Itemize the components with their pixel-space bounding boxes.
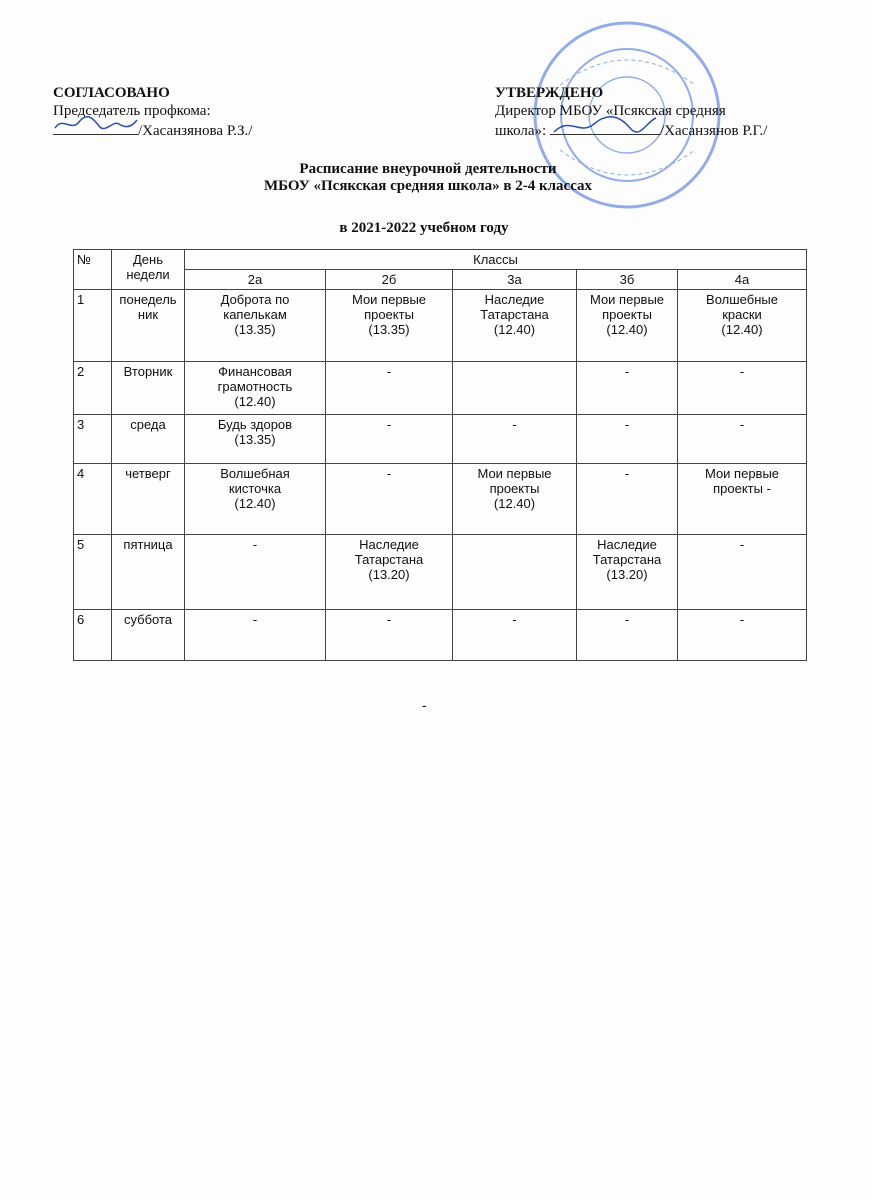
approved-role: Директор МБОУ «Псякская средняя <box>495 103 726 119</box>
agreed-block <box>53 84 353 140</box>
schedule-cell <box>453 535 577 610</box>
cell-line: Волшебная <box>220 466 290 481</box>
schedule-cell <box>678 415 807 464</box>
row-day: пятница <box>112 535 185 610</box>
row-day: Вторник <box>112 362 185 415</box>
approved-name: /Хасанзянов Р.Г./ <box>659 123 768 139</box>
cell-line: (12.40) <box>493 496 536 511</box>
cell-line: - <box>386 466 392 481</box>
cell-line: проекты <box>364 307 414 322</box>
schedule-cell <box>185 415 326 464</box>
schedule-cell <box>678 290 807 362</box>
row-number: 5 <box>74 535 112 610</box>
schedule-cell <box>453 362 577 415</box>
cell-line: - <box>386 364 392 379</box>
schedule-cell <box>453 610 577 661</box>
handwritten-signature-icon <box>550 114 660 138</box>
cell-line: (12.40) <box>234 394 276 409</box>
schedule-cell <box>185 535 326 610</box>
cell-line: капелькам <box>223 307 287 322</box>
cell-line: Волшебные <box>706 292 778 307</box>
schedule-cell <box>678 610 807 661</box>
trailing-mark: - <box>422 697 427 713</box>
cell-line: - <box>739 364 745 379</box>
table-row <box>74 362 807 415</box>
cell-line: краски <box>722 307 762 322</box>
schedule-cell <box>453 464 577 535</box>
cell-line: (13.20) <box>368 567 410 582</box>
document-year: в 2021-2022 учебном году <box>339 220 509 236</box>
schedule-table <box>73 249 807 661</box>
schedule-cell <box>326 535 453 610</box>
header-day: День недели <box>112 250 185 290</box>
row-number: 6 <box>74 610 112 661</box>
cell-line: (13.20) <box>606 567 648 582</box>
schedule-cell <box>678 362 807 415</box>
schedule-cell <box>326 290 453 362</box>
agreed-signature-line <box>53 120 353 140</box>
cell-line: (13.35) <box>368 322 410 337</box>
cell-line: грамотность <box>217 379 293 394</box>
row-number: 1 <box>74 290 112 362</box>
row-number: 2 <box>74 362 112 415</box>
cell-line: - <box>252 612 258 627</box>
cell-line: Мои первые <box>477 466 552 481</box>
table-header-row <box>74 250 807 270</box>
table-row <box>74 415 807 464</box>
header-class: 2а <box>185 270 326 290</box>
schedule-cell <box>453 415 577 464</box>
approved-signature-line <box>495 120 825 140</box>
signature-line <box>550 120 660 135</box>
cell-line: Доброта по <box>220 292 290 307</box>
schedule-cell <box>577 362 678 415</box>
cell-line: - <box>624 417 630 432</box>
schedule-cell <box>185 290 326 362</box>
row-number: 4 <box>74 464 112 535</box>
cell-line: - <box>252 537 258 552</box>
cell-line: (13.35) <box>234 322 276 337</box>
cell-line: - <box>624 466 630 481</box>
schedule-cell <box>326 415 453 464</box>
cell-line: - <box>739 612 745 627</box>
row-day: понедель ник <box>112 290 185 362</box>
table-row <box>74 535 807 610</box>
approved-heading: УТВЕРЖДЕНО <box>495 85 604 101</box>
row-day: среда <box>112 415 185 464</box>
cell-line: проекты <box>489 481 540 496</box>
approved-block <box>495 84 825 140</box>
cell-line: Наследие <box>359 537 419 552</box>
cell-line: Будь здоров <box>217 417 293 432</box>
schedule-cell <box>678 535 807 610</box>
cell-line: (12.40) <box>234 496 276 511</box>
cell-line: Татарстана <box>592 552 662 567</box>
agreed-heading: СОГЛАСОВАНО <box>53 85 170 101</box>
cell-line: (13.35) <box>234 432 276 447</box>
schedule-cell <box>326 362 453 415</box>
header-classes: Классы <box>185 250 807 270</box>
document-subtitle: МБОУ «Псякская средняя школа» в 2-4 классах <box>263 178 593 194</box>
schedule-cell <box>678 464 807 535</box>
schedule-cell <box>577 290 678 362</box>
cell-line: Наследие <box>484 292 545 307</box>
cell-line: Татарстана <box>480 307 549 322</box>
row-number: 3 <box>74 415 112 464</box>
cell-line: Наследие <box>597 537 657 552</box>
schedule-cell <box>185 362 326 415</box>
row-day: четверг <box>112 464 185 535</box>
header-number: № <box>74 250 112 290</box>
schedule-cell <box>577 610 678 661</box>
document-title: Расписание внеурочной деятельности <box>299 161 557 177</box>
schedule-cell <box>326 464 453 535</box>
handwritten-signature-icon <box>53 114 138 134</box>
cell-line: Мои первые <box>351 292 427 307</box>
cell-line: Финансовая <box>218 364 292 379</box>
cell-line: - <box>624 364 630 379</box>
cell-line: - <box>739 537 745 552</box>
schedule-cell <box>185 610 326 661</box>
signature-line <box>53 120 138 135</box>
agreed-role: Председатель профкома: <box>53 103 211 119</box>
approvals-section <box>0 0 872 150</box>
cell-line: проекты - <box>713 481 771 496</box>
cell-line: - <box>512 417 517 432</box>
schedule-cell <box>577 415 678 464</box>
cell-line: Мои первые <box>589 292 665 307</box>
table-row <box>74 290 807 362</box>
table-row <box>74 464 807 535</box>
cell-line: - <box>512 612 517 627</box>
cell-line: (12.40) <box>721 322 763 337</box>
header-class: 2б <box>326 270 453 290</box>
header-class: 3а <box>453 270 577 290</box>
cell-line: Татарстана <box>354 552 424 567</box>
agreed-name: /Хасанзянова Р.З./ <box>138 123 253 139</box>
cell-line: - <box>386 612 392 627</box>
schedule-cell <box>326 610 453 661</box>
schedule-cell <box>577 464 678 535</box>
cell-line: (12.40) <box>493 322 536 337</box>
row-day: суббота <box>112 610 185 661</box>
cell-line: проекты <box>602 307 652 322</box>
cell-line: кисточка <box>228 481 282 496</box>
cell-line: - <box>624 612 630 627</box>
table-row <box>74 610 807 661</box>
cell-line: - <box>739 417 745 432</box>
cell-line: Мои первые <box>704 466 780 481</box>
approved-role-cont: школа»: <box>495 123 547 139</box>
schedule-cell <box>185 464 326 535</box>
header-class: 3б <box>577 270 678 290</box>
schedule-cell <box>453 290 577 362</box>
cell-line: - <box>386 417 392 432</box>
header-class: 4а <box>678 270 807 290</box>
schedule-cell <box>577 535 678 610</box>
cell-line: (12.40) <box>606 322 648 337</box>
